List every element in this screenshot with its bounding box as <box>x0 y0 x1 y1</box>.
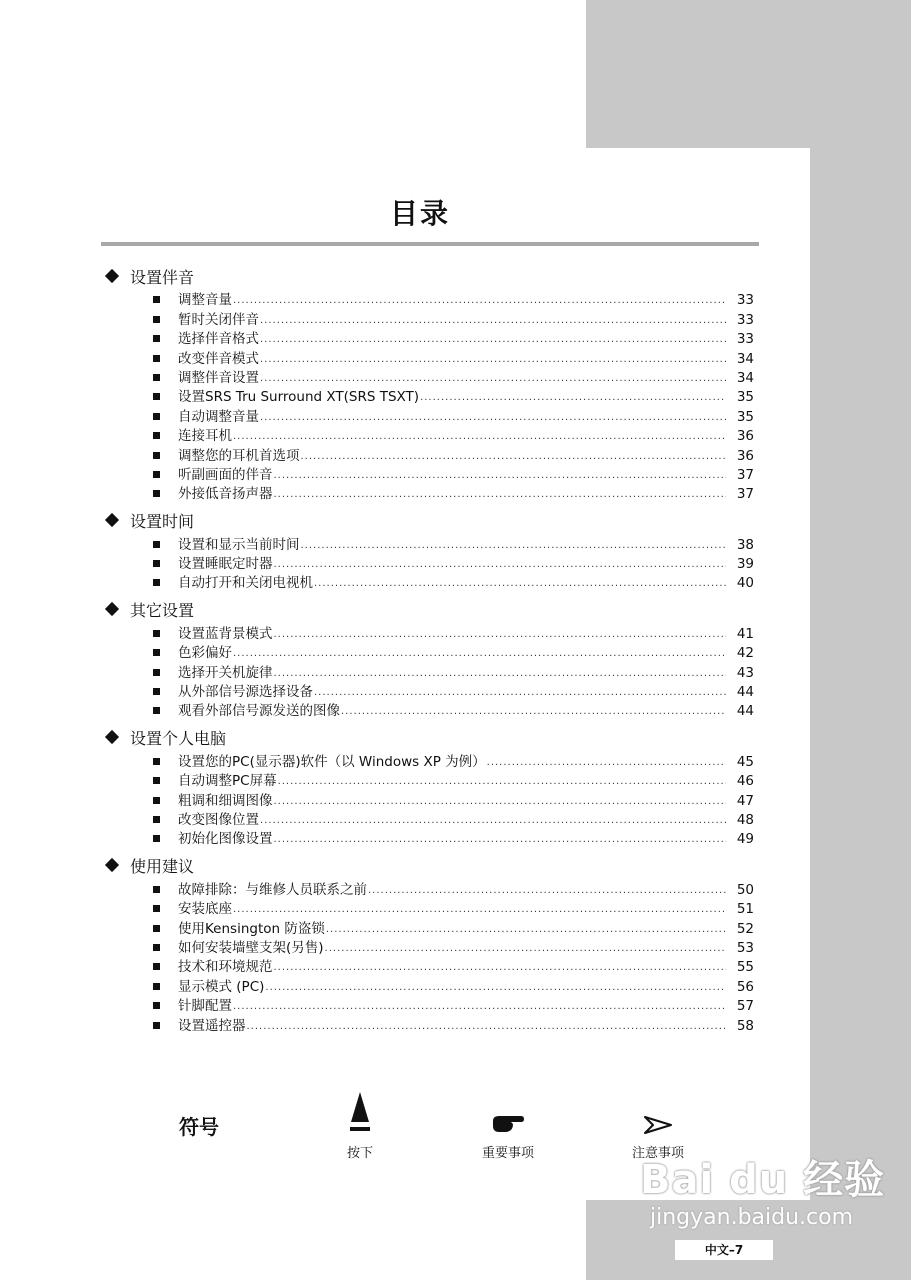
toc-entry-label: 外接低音扬声器 <box>178 486 273 503</box>
square-bullet-icon <box>153 413 160 420</box>
toc-entry-page: 47 <box>736 792 754 809</box>
toc-entry-label: 设置睡眠定时器 <box>178 556 273 573</box>
dot-leader <box>274 833 727 847</box>
toc-entry-page: 52 <box>736 920 754 937</box>
square-bullet-icon <box>153 1022 160 1029</box>
section-heading <box>104 854 754 876</box>
toc-entry <box>104 425 754 444</box>
square-bullet-icon <box>153 296 160 303</box>
square-bullet-icon <box>153 905 160 912</box>
toc-entry <box>104 937 754 956</box>
diamond-bullet-icon <box>105 513 119 527</box>
dot-leader <box>233 647 726 661</box>
dot-leader <box>260 372 726 386</box>
toc-entry-label: 安装底座 <box>178 901 232 918</box>
dot-leader <box>265 981 726 995</box>
dot-leader <box>326 923 726 937</box>
toc-entry-label: 初始化图像设置 <box>178 831 273 848</box>
diamond-bullet-icon <box>105 858 119 872</box>
square-bullet-icon <box>153 983 160 990</box>
square-bullet-icon <box>153 886 160 893</box>
toc-section <box>104 854 754 1033</box>
section-heading-text: 设置伴音 <box>130 267 195 287</box>
square-bullet-icon <box>153 797 160 804</box>
toc-entry-label: 粗调和细调图像 <box>178 792 273 809</box>
square-bullet-icon <box>153 944 160 951</box>
watermark-url: jingyan.baidu.com <box>650 1205 854 1230</box>
toc-entry <box>104 975 754 994</box>
toc-entry <box>104 328 754 347</box>
toc-entry-page: 37 <box>736 486 754 503</box>
toc-entry-page: 44 <box>736 684 754 701</box>
toc-section <box>104 509 754 591</box>
symbols-heading: 符号 <box>179 1115 219 1139</box>
square-bullet-icon <box>153 471 160 478</box>
toc-entry <box>104 444 754 463</box>
toc-entry-page: 57 <box>736 998 754 1015</box>
dot-leader <box>233 294 726 308</box>
toc-entry <box>104 464 754 483</box>
symbol-press-label: 按下 <box>346 1146 373 1161</box>
dot-leader <box>274 469 727 483</box>
toc-entry-label: 观看外部信号源发送的图像 <box>178 703 340 720</box>
section-heading <box>104 509 754 531</box>
symbol-important-label: 重要事项 <box>481 1146 534 1161</box>
square-bullet-icon <box>153 316 160 323</box>
toc-entry-page: 55 <box>736 959 754 976</box>
toc-entry <box>104 405 754 424</box>
dot-leader <box>487 756 726 770</box>
symbol-note-label: 注意事项 <box>631 1146 684 1161</box>
dot-leader <box>247 1020 727 1034</box>
toc-entry <box>104 917 754 936</box>
toc-entry-page: 42 <box>736 645 754 662</box>
toc-entry-page: 33 <box>736 292 754 309</box>
toc-entry-label: 设置您的PC(显示器)软件（以 Windows XP 为例） <box>178 753 486 770</box>
toc-entry-label: 改变图像位置 <box>178 811 259 828</box>
dot-leader <box>314 577 726 591</box>
section-heading-text: 设置个人电脑 <box>130 728 227 748</box>
dot-leader <box>274 795 727 809</box>
dot-leader <box>301 450 727 464</box>
diamond-bullet-icon <box>105 730 119 744</box>
section-heading-text: 使用建议 <box>130 856 195 876</box>
toc-entry <box>104 661 754 680</box>
toc-entry-page: 56 <box>736 978 754 995</box>
toc-entry-page: 43 <box>736 664 754 681</box>
pointing-hand-icon <box>491 1114 525 1134</box>
toc-entry <box>104 700 754 719</box>
corner-decoration-top <box>586 0 911 148</box>
section-heading <box>104 598 754 620</box>
square-bullet-icon <box>153 777 160 784</box>
square-bullet-icon <box>153 630 160 637</box>
toc-entry <box>104 533 754 552</box>
dot-leader <box>274 628 727 642</box>
square-bullet-icon <box>153 374 160 381</box>
toc-section <box>104 726 754 847</box>
toc-entry-page: 38 <box>736 536 754 553</box>
square-bullet-icon <box>153 355 160 362</box>
toc-entry-label: 技术和环境规范 <box>178 959 273 976</box>
square-bullet-icon <box>153 560 160 567</box>
toc-entry-label: 使用Kensington 防盗锁 <box>178 920 325 937</box>
square-bullet-icon <box>153 963 160 970</box>
dot-leader <box>233 903 726 917</box>
toc-entry <box>104 642 754 661</box>
toc-entry-page: 46 <box>736 773 754 790</box>
toc-entry-label: 调整伴音设置 <box>178 369 259 386</box>
title-divider <box>101 242 759 246</box>
toc-entry-page: 58 <box>736 1017 754 1034</box>
toc-entry <box>104 347 754 366</box>
toc-entry-page: 48 <box>736 811 754 828</box>
square-bullet-icon <box>153 688 160 695</box>
square-bullet-icon <box>153 393 160 400</box>
toc-entry-label: 改变伴音模式 <box>178 350 259 367</box>
toc-entry <box>104 622 754 641</box>
toc-entry <box>104 828 754 847</box>
toc-entry-page: 49 <box>736 831 754 848</box>
toc-entry-label: 听副画面的伴音 <box>178 466 273 483</box>
square-bullet-icon <box>153 816 160 823</box>
section-heading <box>104 265 754 287</box>
dot-leader <box>260 353 726 367</box>
symbol-press <box>330 1100 390 1161</box>
toc-entry-label: 设置蓝背景模式 <box>178 625 273 642</box>
toc-entry <box>104 809 754 828</box>
diamond-bullet-icon <box>105 602 119 616</box>
toc-entry-label: 从外部信号源选择设备 <box>178 684 313 701</box>
dot-leader <box>278 775 726 789</box>
toc-entry-label: 色彩偏好 <box>178 645 232 662</box>
dot-leader <box>325 942 726 956</box>
toc-entry-page: 45 <box>736 753 754 770</box>
dot-leader <box>260 814 726 828</box>
toc-entry-label: 调整您的耳机首选项 <box>178 447 300 464</box>
toc-entry-page: 34 <box>736 369 754 386</box>
toc-entry-label: 如何安装墙壁支架(另售) <box>178 939 324 956</box>
toc-entry-label: 自动调整音量 <box>178 408 259 425</box>
dot-leader <box>233 1000 726 1014</box>
section-heading-text: 设置时间 <box>130 511 195 531</box>
press-triangle-icon <box>350 1092 370 1134</box>
toc-entry-label: 自动调整PC屏幕 <box>178 773 277 790</box>
toc-entry-label: 选择开关机旋律 <box>178 664 273 681</box>
toc-entry <box>104 995 754 1014</box>
toc-entry-page: 33 <box>736 331 754 348</box>
page-title: 目录 <box>389 197 450 230</box>
toc-entry-label: 选择伴音格式 <box>178 331 259 348</box>
toc-entry-label: 设置和显示当前时间 <box>178 536 300 553</box>
toc-entry-label: 故障排除：与维修人员联系之前 <box>178 881 367 898</box>
toc-entry-page: 41 <box>736 625 754 642</box>
toc-entry-label: 暂时关闭伴音 <box>178 311 259 328</box>
watermark-logo: Bai du 经验 <box>640 1157 886 1203</box>
square-bullet-icon <box>153 579 160 586</box>
toc-entry-label: 设置遥控器 <box>178 1017 246 1034</box>
diamond-bullet-icon <box>105 269 119 283</box>
toc-entry <box>104 367 754 386</box>
square-bullet-icon <box>153 707 160 714</box>
toc-entry-label: 设置SRS Tru Surround XT(SRS TSXT) <box>178 389 420 406</box>
toc-entry <box>104 770 754 789</box>
toc-entry <box>104 308 754 327</box>
dot-leader <box>260 411 726 425</box>
square-bullet-icon <box>153 490 160 497</box>
toc-entry-page: 36 <box>736 447 754 464</box>
toc-entry <box>104 681 754 700</box>
toc-section <box>104 598 754 719</box>
toc-entry-page: 36 <box>736 428 754 445</box>
toc-entry-page: 44 <box>736 703 754 720</box>
baidu-watermark <box>640 1148 885 1230</box>
toc-entry-label: 显示模式 (PC) <box>178 978 265 995</box>
toc-entry-label: 连接耳机 <box>178 428 232 445</box>
square-bullet-icon <box>153 432 160 439</box>
toc-entry-page: 40 <box>736 575 754 592</box>
square-bullet-icon <box>153 835 160 842</box>
toc-entry-page: 51 <box>736 901 754 918</box>
toc-entry-label: 自动打开和关闭电视机 <box>178 575 313 592</box>
symbol-important <box>466 1100 550 1161</box>
toc-entry-page: 50 <box>736 881 754 898</box>
section-heading-text: 其它设置 <box>130 600 195 620</box>
square-bullet-icon <box>153 335 160 342</box>
toc-entry <box>104 553 754 572</box>
toc-entry-label: 调整音量 <box>178 292 232 309</box>
toc-entry-page: 34 <box>736 350 754 367</box>
toc-section <box>104 265 754 502</box>
dot-leader <box>274 558 727 572</box>
square-bullet-icon <box>153 925 160 932</box>
arrowhead-icon <box>644 1116 672 1134</box>
dot-leader <box>368 884 726 898</box>
side-decoration-bar <box>810 148 911 1280</box>
toc-entry-page: 33 <box>736 311 754 328</box>
dot-leader <box>420 391 726 405</box>
toc-entry-label: 针脚配置 <box>178 998 232 1015</box>
toc-entry <box>104 289 754 308</box>
square-bullet-icon <box>153 452 160 459</box>
toc-entry <box>104 750 754 769</box>
toc-entry <box>104 386 754 405</box>
dot-leader <box>233 430 726 444</box>
toc-entry <box>104 898 754 917</box>
toc-entry-page: 39 <box>736 556 754 573</box>
toc-entry-page: 35 <box>736 408 754 425</box>
dot-leader <box>341 705 726 719</box>
section-heading <box>104 726 754 748</box>
toc-entry-page: 37 <box>736 466 754 483</box>
dot-leader <box>260 314 726 328</box>
toc-entry <box>104 572 754 591</box>
square-bullet-icon <box>153 1002 160 1009</box>
dot-leader <box>274 667 727 681</box>
toc-entry <box>104 956 754 975</box>
toc-entry-page: 35 <box>736 389 754 406</box>
square-bullet-icon <box>153 669 160 676</box>
toc-entry <box>104 878 754 897</box>
square-bullet-icon <box>153 758 160 765</box>
toc-entry-page: 53 <box>736 939 754 956</box>
page-number: 中文–7 <box>675 1240 773 1260</box>
toc-entry <box>104 1014 754 1033</box>
square-bullet-icon <box>153 649 160 656</box>
dot-leader <box>260 333 726 347</box>
toc-entry <box>104 789 754 808</box>
dot-leader <box>274 488 727 502</box>
toc-entry <box>104 483 754 502</box>
dot-leader <box>274 961 727 975</box>
dot-leader <box>301 539 727 553</box>
square-bullet-icon <box>153 541 160 548</box>
table-of-contents <box>104 265 754 1041</box>
dot-leader <box>314 686 726 700</box>
